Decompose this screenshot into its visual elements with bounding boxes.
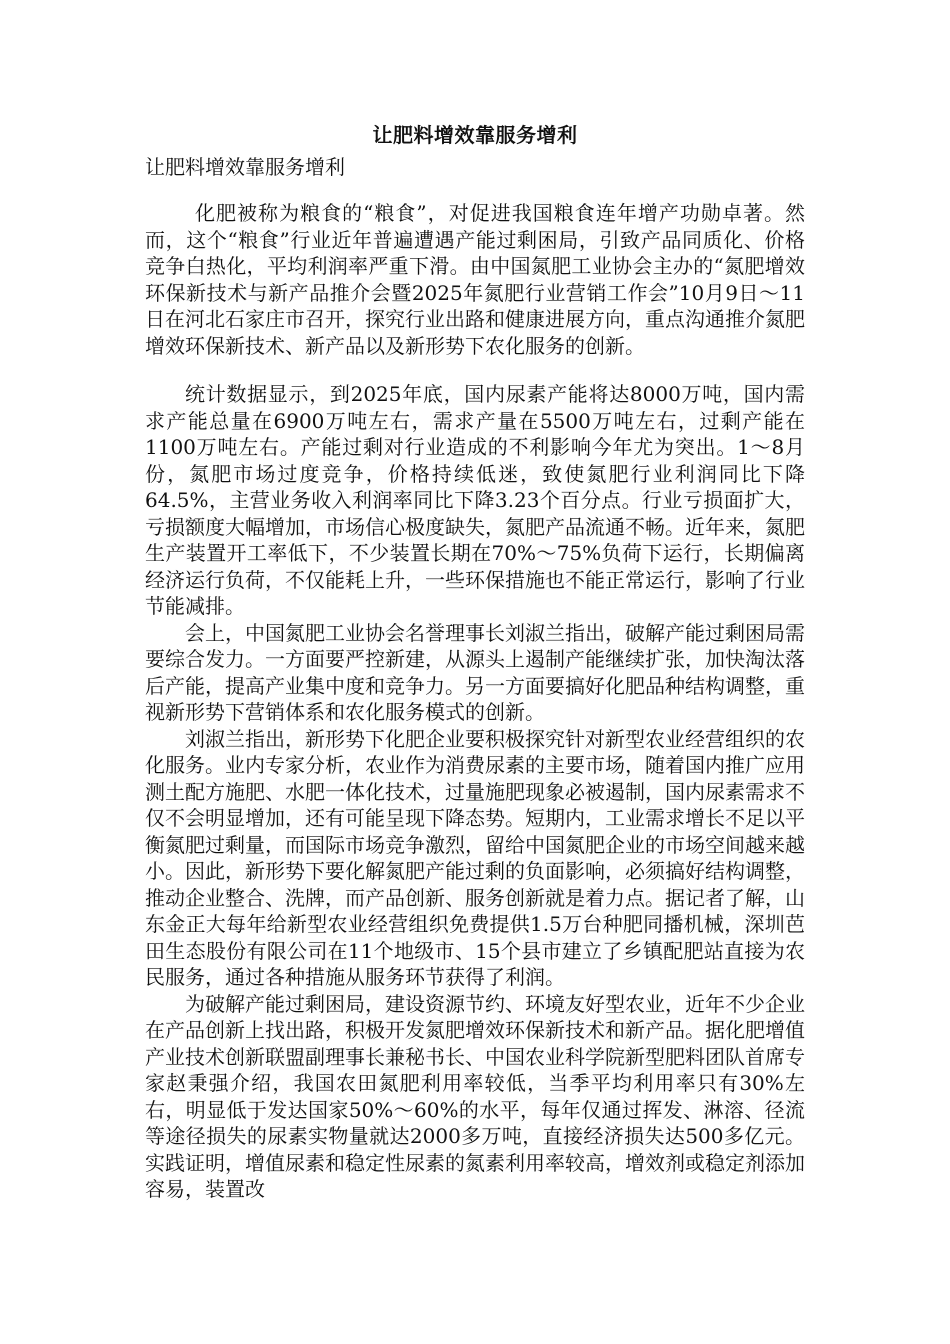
document-subtitle: 让肥料增效靠服务增利: [145, 155, 345, 179]
paragraph-1: 化肥被称为粮食的“粮食”，对促进我国粮食连年增产功勋卓著。然而，这个“粮食”行业近年普遍遭遇产能过剩困局，引致产品同质化、价格竞争白热化，平均利润率严重下滑。由中国氮肥工业协会主办的“氮肥增效环保新技术与新产品推介会暨2025年氮肥行业营销工作会”10月9日～11日在河北石家庄市召开，探究行业出路和健康进展方向，重点沟通推介氮肥增效环保新技术、新产品以及新形势下农化服务的创新。: [145, 201, 805, 358]
document-page: [145, 118, 805, 1203]
paragraph-3: 会上，中国氮肥工业协会名誉理事长刘淑兰指出，破解产能过剩困局需要综合发力。一方面要严控新建，从源头上遏制产能继续扩张，加快淘汰落后产能，提高产业集中度和竞争力。另一方面要搞好化肥品种结构调整，重视新形势下营销体系和农化服务模式的创新。: [145, 620, 805, 724]
document-title: 让肥料增效靠服务增利: [372, 123, 578, 147]
paragraph-5: 为破解产能过剩困局，建设资源节约、环境友好型农业，近年不少企业在产品创新上找出路，积极开发氮肥增效环保新技术和新产品。据化肥增值产业技术创新联盟副理事长兼秘书长、中国农业科学院新型肥料团队首席专家赵秉强介绍，我国农田氮肥利用率较低，当季平均利用率只有30%左右，明显低于发达国家50%～60%的水平，每年仅通过挥发、淋溶、径流等途径损失的尿素实物量就达2000多万吨，直接经济损失达500多亿元。实践证明，增值尿素和稳定性尿素的氮素利用率较高，增效剂或稳定剂添加容易，装置改: [145, 991, 805, 1201]
paragraph-2: 统计数据显示，到2025年底，国内尿素产能将达8000万吨，国内需求产能总量在6900万吨左右，需求产量在5500万吨左右，过剩产能在1100万吨左右。产能过剩对行业造成的不利影响今年尤为突出。1～8月份，氮肥市场过度竞争，价格持续低迷，致使氮肥行业利润同比下降64.5%，主营业务收入利润率同比下降3.23个百分点。行业亏损面扩大，亏损额度大幅增加，市场信心极度缺失，氮肥产品流通不畅。近年来，氮肥生产装置开工率低下，不少装置长期在70%～75%负荷下运行，长期偏离经济运行负荷，不仅能耗上升，一些环保措施也不能正常运行，影响了行业节能减排。: [145, 382, 805, 618]
paragraph-4: 刘淑兰指出，新形势下化肥企业要积极探究针对新型农业经营组织的农化服务。业内专家分析，农业作为消费尿素的主要市场，随着国内推广应用测土配方施肥、水肥一体化技术，过量施肥现象必被遏制，国内尿素需求不仅不会明显增加，还有可能呈现下降态势。短期内，工业需求增长不足以平衡氮肥过剩量，而国际市场竞争激烈，留给中国氮肥企业的市场空间越来越小。因此，新形势下要化解氮肥产能过剩的负面影响，必须搞好结构调整，推动企业整合、洗牌，而产品创新、服务创新就是着力点。据记者了解，山东金正大每年给新型农业经营组织免费提供1.5万台种肥同播机械，深圳芭田生态股份有限公司在11个地级市、15个县市建立了乡镇配肥站直接为农民服务，通过各种措施从服务环节获得了利润。: [145, 726, 805, 989]
